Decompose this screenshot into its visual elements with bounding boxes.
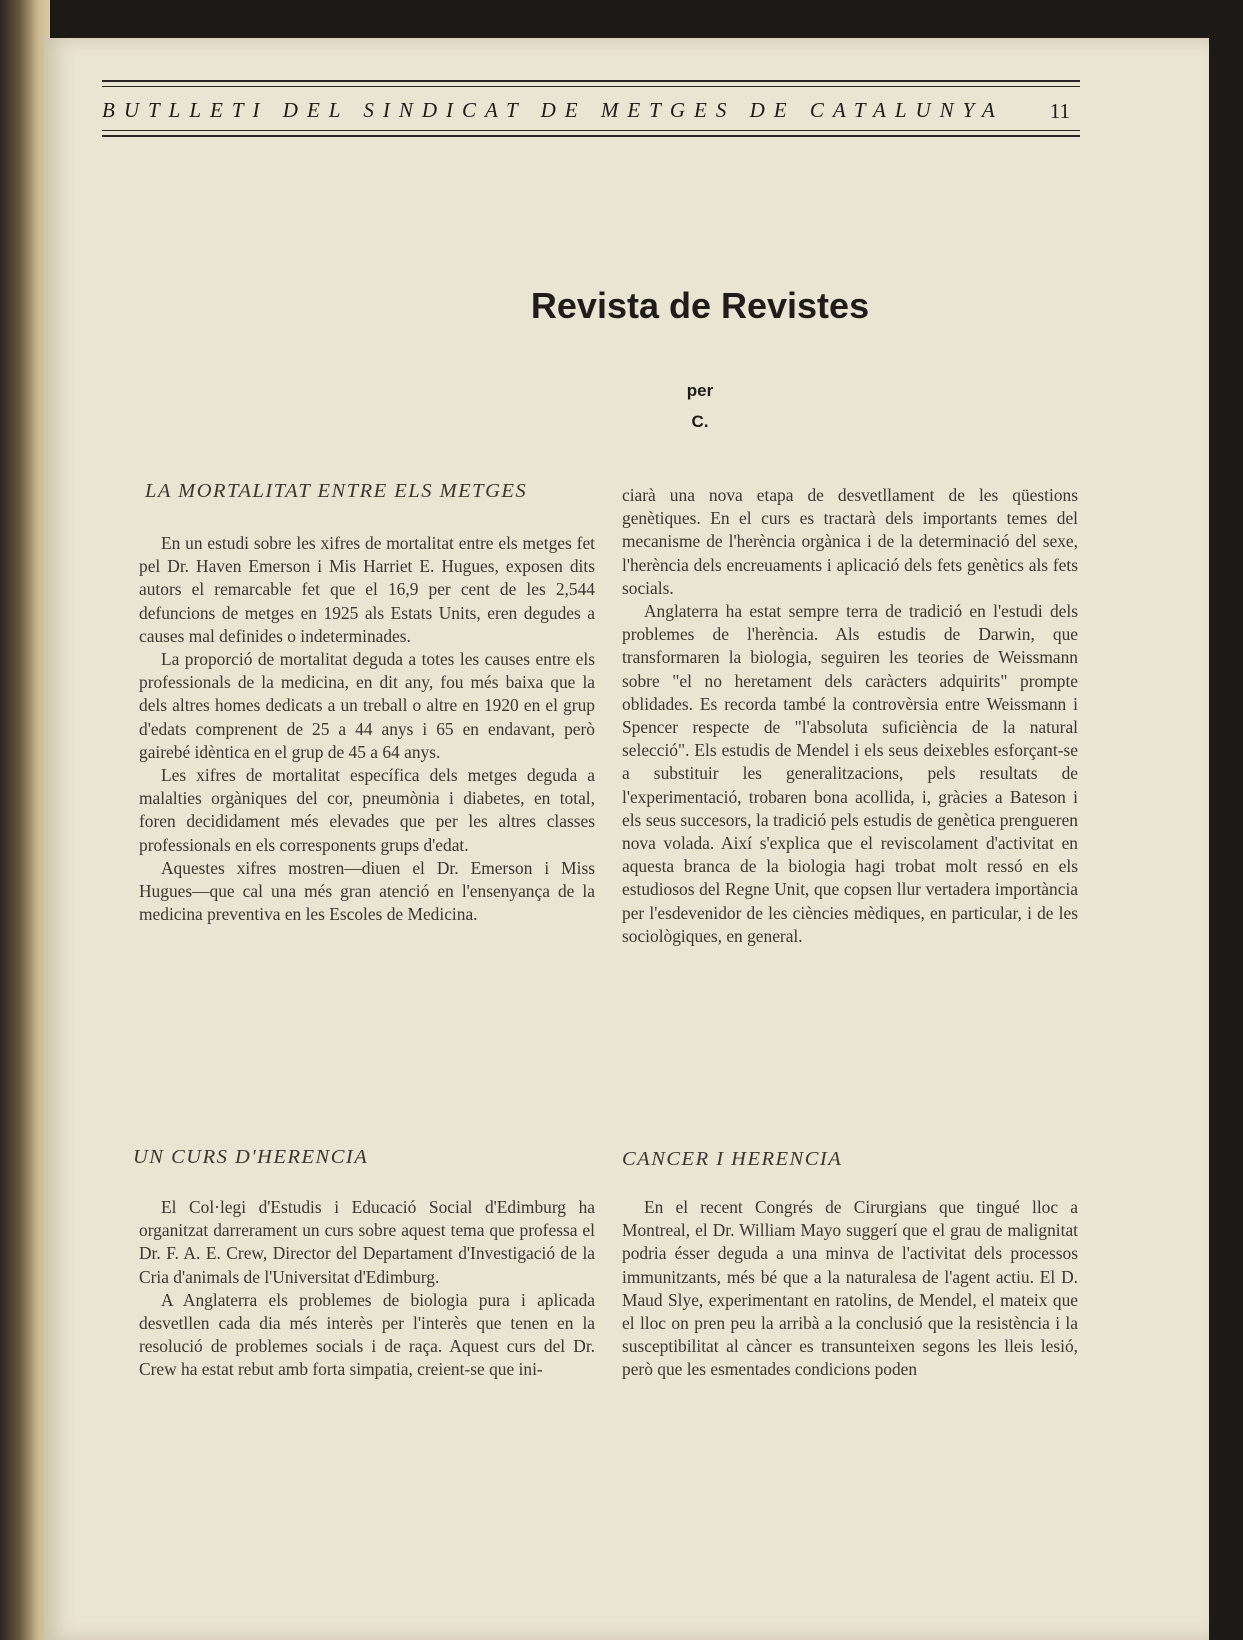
book-spine-edge [0, 0, 50, 1640]
paragraph: Les xifres de mortalitat específica dels metges deguda a malalties orgàniques del cor, pneumònia i diabetes, en total, foren decididament més elevades que per les altres classes professionals en els corresponents grups d'edat. [139, 765, 595, 855]
paragraph: Anglaterra ha estat sempre terra de tradició en l'estudi dels problemes de l'herència. Als estudis de Darwin, que transformaren la biologia, seguiren les teories de Weissmann sobre "el no heretament dels caràcters adquirits" prompte oblidades. Es recorda també la controvèrsia entre Weissmann i Spencer respecte de "l'absoluta suficiència de la natural selecció". Els estudis de Mendel i els seus deixebles esforçant-se a substituir les generalitzacions, pels resultats de l'experimentació, trobaren bona acollida, i, gràcies a Bateson i els seus succesors, la tradició pels estudis de genètica prengueren nova volada. Així s'explica que el reviscolament d'activitat en aquesta branca de la biologia hagi trobat molt ressó en els estudiosos del Regne Unit, que copsen llur vertadera importància per l'esdevenidor de les ciències mèdiques, en particular, i de les sociològiques, en general. [622, 601, 1078, 946]
section-heading-mortalitat: LA MORTALITAT ENTRE ELS METGES [145, 480, 528, 502]
page-number: 11 [1049, 99, 1070, 123]
paragraph: A Anglaterra els problemes de biologia pura i aplicada desvetllen cada dia més interès per l'interès que tenen en la resolució de problemes socials i de raça. Aquest curs del Dr. Crew ha estat rebut amb forta simpatia, creient-se que ini- [139, 1289, 595, 1380]
header-rule-top [102, 80, 1080, 82]
paragraph: En el recent Congrés de Cirurgians que tingué lloc a Montreal, el Dr. William Mayo suggerí que el grau de malignitat podria ésser deguda a una minva de l'activitat dels processos immunitzants, més bé que a la naturalesa de l'agent actiu. El D. Maud Slye, experimentant en ratolins, de Mendel, el mateix que el lloc on pren peu la arribà a la conclusió que la resistència i la susceptibilitat al càncer es transunteixen segons les lleis lesió, però que les esmentades condicions poden [622, 1197, 1078, 1380]
section-heading-herencia: UN CURS D'HERENCIA [133, 1146, 369, 1168]
section-body-herencia [139, 1196, 595, 1382]
journal-title: BUTLLETI DEL SINDICAT DE METGES DE CATALUNYA [102, 98, 1004, 122]
section-body-mortalitat [139, 532, 595, 926]
byline-per: per [686, 381, 714, 400]
byline-author: C. [691, 412, 709, 431]
running-header [102, 80, 1080, 180]
paragraph: El Col·legi d'Estudis i Educació Social d'Edimburg ha organitzat darrerament un curs sobre aquest tema que professa el Dr. F. A. E. Crew, Director del Departament d'Investigació de la Cria d'animals de l'Universitat d'Edimburg. [139, 1197, 595, 1287]
paragraph: La proporció de mortalitat deguda a totes les causes entre els professionals de la medicina, en dit any, fou més baixa que la dels altres homes dedicats a un treball o altre en 1920 en el grup d'edats comprenent de 25 a 44 anys i 65 en endavant, però gairebé idèntica en el grup de 45 a 64 anys. [139, 649, 595, 762]
header-rule-top-thin [102, 86, 1080, 87]
article-title: Revista de Revistes [530, 285, 870, 326]
header-rule-bottom [102, 135, 1080, 137]
header-rule-bottom-thin [102, 130, 1080, 131]
paragraph: En un estudi sobre les xifres de mortalitat entre els metges fet pel Dr. Haven Emerson i Mis Harriet E. Hugues, exposen dits autors el remarcable fet que el 16,9 per cent de les 2,544 defuncions de metges en 1925 als Estats Units, eren degudes a causes mal definides o indeterminades. [139, 533, 595, 646]
section-body-cancer [622, 1196, 1078, 1382]
paragraph: Aquestes xifres mostren—diuen el Dr. Emerson i Miss Hugues—que cal una més gran atenció en l'ensenyança de la medicina preventiva en les Escoles de Medicina. [139, 857, 595, 925]
section-body-herencia-continued [622, 484, 1078, 948]
paragraph: ciarà una nova etapa de desvetllament de les qüestions genètiques. En el curs es tractarà dels importants temes del mecanisme de l'herència orgànica i de la determinació del sexe, l'herència dels encreuaments i aplicació dels fets genètics als fets socials. [622, 485, 1078, 598]
section-heading-cancer: CANCER I HERENCIA [622, 1148, 843, 1170]
